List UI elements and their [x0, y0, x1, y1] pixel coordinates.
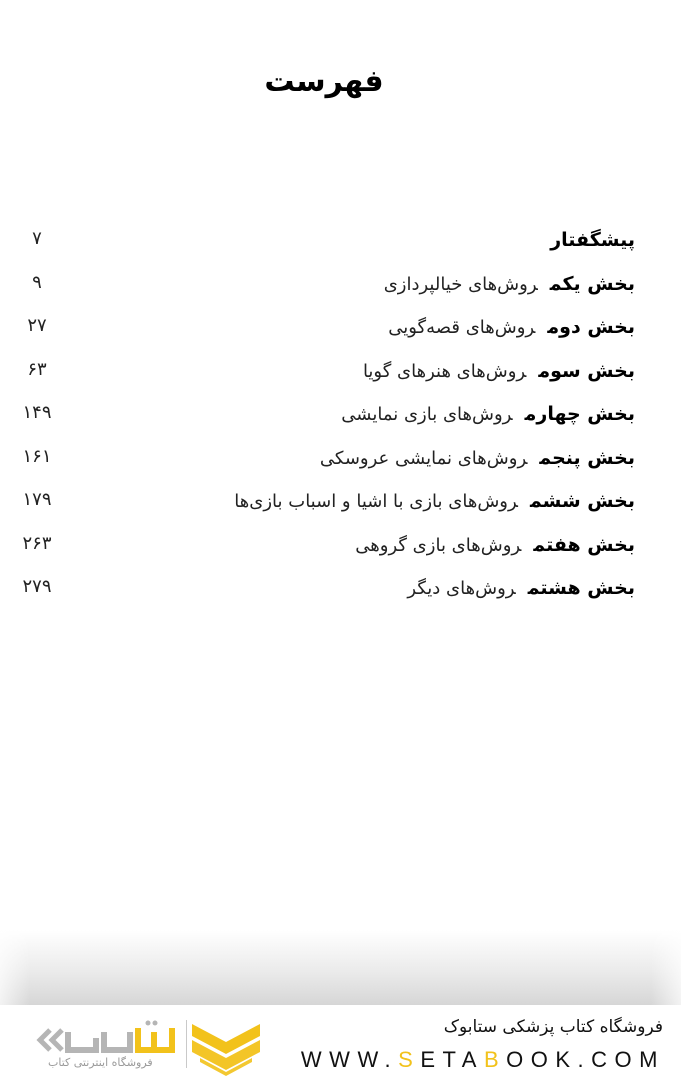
toc-subtitle: روش‌های دیگر — [407, 578, 516, 599]
toc-page-number: ۱۶۱ — [22, 445, 52, 467]
toc-entry — [0, 305, 681, 349]
toc-subtitle: روش‌های خیالپردازی — [383, 273, 538, 295]
toc-part-label: بخش سوم — [538, 359, 635, 382]
toc-part-label: بخش پنجم — [539, 446, 635, 469]
toc-subtitle: روش‌های نمایشی عروسکی — [319, 447, 528, 469]
toc-entry — [0, 218, 681, 262]
page-bottom-shadow — [0, 930, 681, 1005]
setabook-logo — [34, 1018, 264, 1078]
toc-part-label: بخش یکم — [549, 272, 635, 295]
toc-page-number: ۱۴۹ — [22, 402, 52, 423]
store-url[interactable]: WWW.SETABOOK.COM — [300, 1047, 665, 1072]
toc-part-label: بخش هشتم — [527, 577, 635, 599]
toc-subtitle: روش‌های بازی گروهی — [355, 534, 522, 556]
logo-tagline: فروشگاه اینترنتی کتاب — [48, 1056, 153, 1069]
toc-entry — [0, 349, 681, 393]
store-name: فروشگاه کتاب پزشکی ستابوک — [443, 1017, 663, 1037]
logo-divider — [186, 1020, 187, 1068]
toc-subtitle: روش‌های هنرهای گویا — [362, 360, 527, 382]
toc-entry — [0, 479, 681, 523]
toc-subtitle: روش‌های بازی نمایشی — [341, 404, 513, 425]
toc-entry — [0, 523, 681, 567]
toc-page-number: ۲۶۳ — [22, 532, 52, 554]
table-of-contents — [0, 218, 681, 610]
toc-page-number: ۹ — [32, 271, 42, 293]
toc-part-label: بخش چهارم — [524, 403, 635, 425]
toc-page-number: ۶۳ — [27, 358, 47, 380]
toc-entry — [0, 436, 681, 480]
page-title: فهرست — [264, 64, 384, 99]
toc-page-number: ۷ — [32, 228, 42, 249]
toc-page-number: ۱۷۹ — [22, 489, 52, 510]
toc-page-number: ۲۷ — [27, 315, 47, 336]
logo-wordmark-icon — [34, 1018, 182, 1058]
toc-part-label: بخش هفتم — [533, 533, 635, 556]
toc-part-label: بخش ششم — [529, 490, 635, 512]
toc-entry — [0, 392, 681, 436]
toc-entry — [0, 566, 681, 610]
chevron-logo-icon — [192, 1018, 260, 1076]
toc-entry — [0, 262, 681, 306]
toc-subtitle: روش‌های بازی با اشیا و اسباب بازی‌ها — [234, 491, 518, 512]
toc-part-label: پیشگفتار — [550, 229, 635, 251]
toc-subtitle: روش‌های قصه‌گویی — [388, 317, 536, 338]
toc-part-label: بخش دوم — [547, 316, 635, 338]
toc-page-number: ۲۷۹ — [22, 576, 52, 597]
